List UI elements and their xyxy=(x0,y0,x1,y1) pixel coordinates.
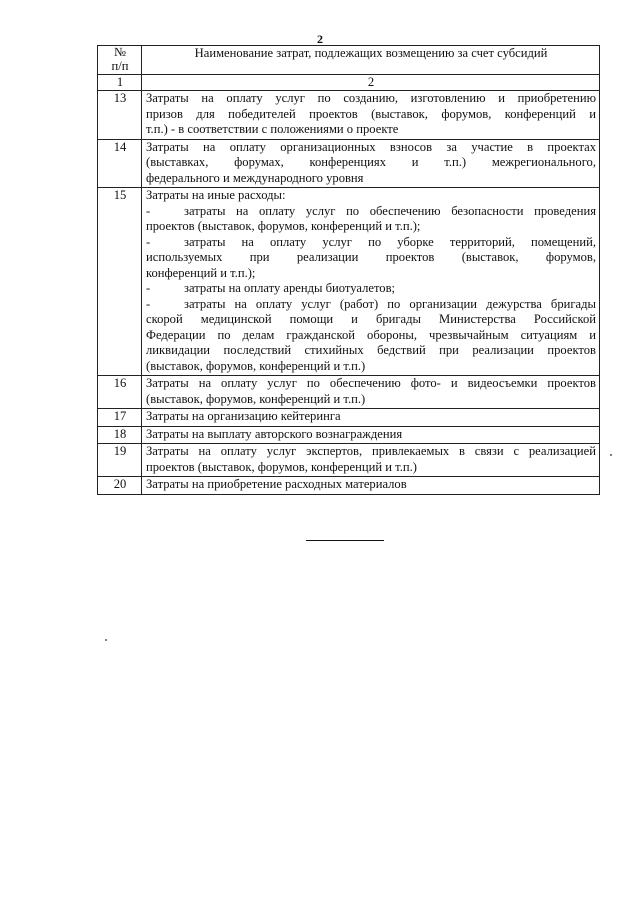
list-dash: - xyxy=(146,234,151,249)
description-intro: Затраты на иные расходы: xyxy=(146,188,286,202)
row-number: 18 xyxy=(98,426,142,444)
description-line: Затраты на приобретение расходных материалов xyxy=(146,477,407,491)
row-cost-description xyxy=(142,444,600,477)
column-header-number-line1: № xyxy=(113,45,127,59)
description-line: (выставок, форумов, конференций и т.п.) xyxy=(146,391,366,406)
column-header-number xyxy=(98,46,142,75)
row-number: 19 xyxy=(98,444,142,477)
list-dash: - xyxy=(146,203,151,218)
column-header-number-line2: п/п xyxy=(111,58,129,73)
end-of-document-rule xyxy=(306,540,384,541)
scan-speck xyxy=(105,639,107,641)
expense-list-item-text: затраты на оплату услуг по обеспечению безопасности проведения xyxy=(184,203,596,218)
expense-list-item-continuation: проектов (выставок, форумов, конференций и т.п.); xyxy=(146,219,421,233)
scan-speck xyxy=(610,454,612,456)
expense-list-item-text: затраты на оплату услуг по уборке территорий, помещений, xyxy=(184,234,596,249)
row-number: 13 xyxy=(98,91,142,140)
description-line: призов для победителей проектов (выставок, форумов, конференций и xyxy=(146,106,596,121)
description-line: Затраты на оплату услуг по обеспечению фото- и видеосъемки проектов xyxy=(146,376,596,390)
expense-list-item-first-line xyxy=(146,297,596,313)
list-dash: - xyxy=(146,281,151,295)
expense-list-item-continuation: ликвидации последствий стихийных бедствий при реализации проектов xyxy=(146,343,596,357)
description-line: проектов (выставок, форумов, конференций и т.п.) xyxy=(146,459,417,474)
subsidy-costs-table xyxy=(97,45,600,495)
table-row xyxy=(98,139,600,188)
table-row xyxy=(98,91,600,140)
column-header-name: Наименование затрат, подлежащих возмещению за счет субсидий xyxy=(142,46,600,75)
page-number: 2 xyxy=(317,32,323,46)
column-index-row xyxy=(98,75,600,91)
expense-list-item-first-line xyxy=(146,281,596,297)
expense-list-item-continuation: используемых при реализации проектов (выставок, форумов, xyxy=(146,250,596,264)
row-number: 20 xyxy=(98,477,142,495)
row-cost-description xyxy=(142,409,600,427)
description-line: федерального и международного уровня xyxy=(146,170,364,185)
expense-list-item xyxy=(146,235,596,282)
table-header-row xyxy=(98,46,600,75)
expense-list-item-continuation: конференций и т.п.); xyxy=(146,265,256,280)
expense-list-item xyxy=(146,281,596,297)
row-cost-description xyxy=(142,376,600,409)
row-cost-description xyxy=(142,139,600,188)
description-line: Затраты на оплату услуг по созданию, изготовлению и приобретению xyxy=(146,91,596,105)
column-index-1: 1 xyxy=(98,75,142,91)
description-line: (выставках, форумах, конференциях и т.п.) межрегионального, xyxy=(146,155,596,169)
table-row xyxy=(98,444,600,477)
description-line: Затраты на оплату организационных взносов за участие в проектах xyxy=(146,139,596,154)
row-number: 16 xyxy=(98,376,142,409)
table-row xyxy=(98,409,600,427)
expense-list-item-continuation: (выставок, форумов, конференций и т.п.) xyxy=(146,358,366,373)
expense-list-item-continuation: Федерации по делам гражданской обороны, чрезвычайным ситуациям и xyxy=(146,327,596,342)
row-number: 14 xyxy=(98,139,142,188)
description-line: Затраты на оплату услуг экспертов, привлекаемых в связи с реализацией xyxy=(146,444,596,458)
table-row xyxy=(98,477,600,495)
row-cost-description xyxy=(142,91,600,140)
row-cost-description xyxy=(142,477,600,495)
table-row xyxy=(98,188,600,376)
expense-list-item-first-line xyxy=(146,235,596,251)
row-cost-description xyxy=(142,188,600,376)
expense-list-item-first-line xyxy=(146,204,596,220)
expense-list-item-text: затраты на оплату услуг (работ) по организации дежурства бригады xyxy=(184,296,596,311)
description-line: Затраты на выплату авторского вознаграждения xyxy=(146,426,403,441)
expense-list-item xyxy=(146,204,596,235)
description-line: т.п.) - в соответствии с положениями о проекте xyxy=(146,122,399,136)
row-number: 17 xyxy=(98,409,142,427)
description-line: Затраты на организацию кейтеринга xyxy=(146,409,341,423)
list-dash: - xyxy=(146,296,151,311)
expense-list-item-text: затраты на оплату аренды биотуалетов; xyxy=(184,281,396,295)
table-body xyxy=(98,91,600,495)
expense-list-item-continuation: скорой медицинской помощи и бригады Министерства Российской xyxy=(146,312,596,326)
table-row xyxy=(98,376,600,409)
row-number: 15 xyxy=(98,188,142,376)
row-cost-description xyxy=(142,426,600,444)
expense-list-item xyxy=(146,297,596,375)
column-index-2: 2 xyxy=(142,75,600,91)
table-row xyxy=(98,426,600,444)
